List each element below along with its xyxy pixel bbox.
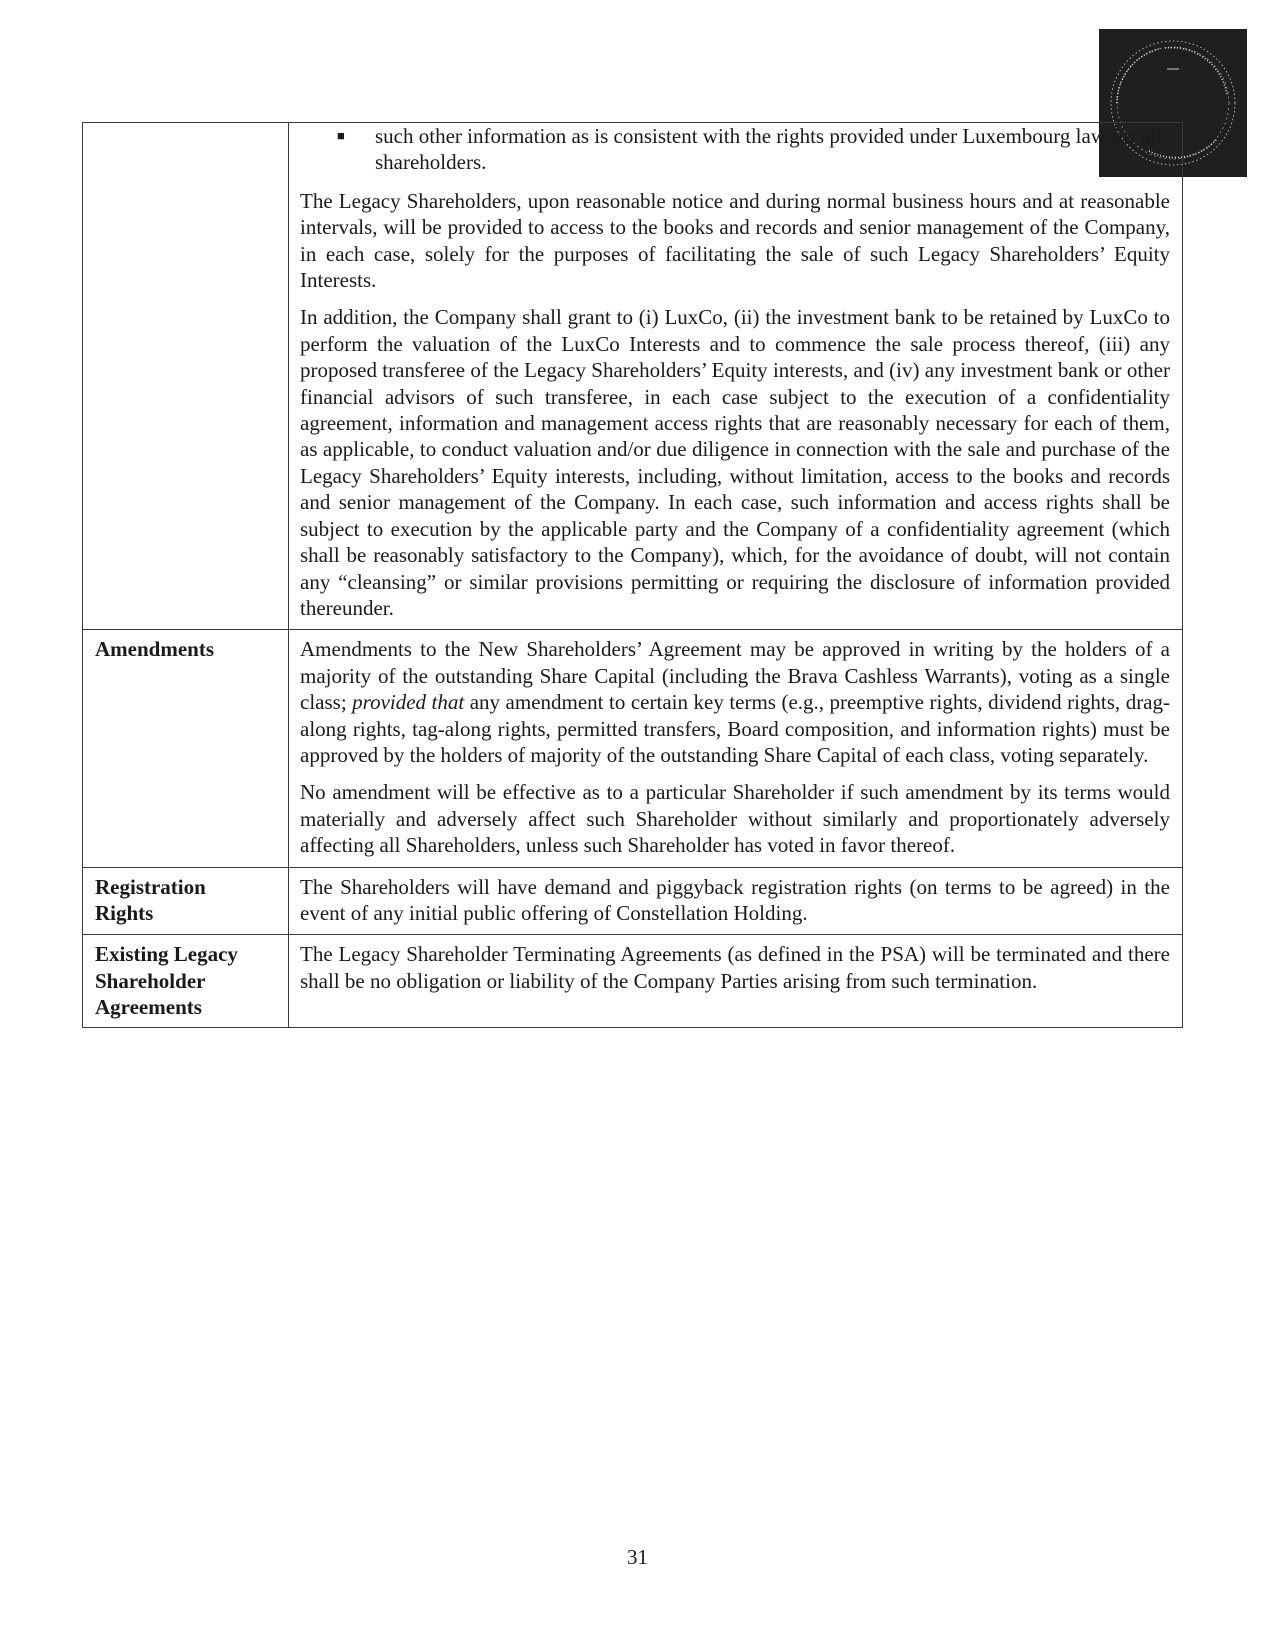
table-row-registration-rights xyxy=(83,867,1183,935)
term-sheet-table xyxy=(82,122,1183,1028)
bullet-text: such other information as is consistent with the rights provided under Luxembourg law for all shareholders. xyxy=(375,124,1162,175)
row-body-registration-rights xyxy=(289,867,1183,935)
label-line: Existing Legacy xyxy=(95,942,238,967)
label-line: Agreements xyxy=(95,995,202,1020)
paragraph-amendment-effect: No amendment will be effective as to a particular Shareholder if such amendment by its terms would materially and adversely affect such Shareholder without similarly and proportionately adversely affecting all Shareholders, unless such Shareholder has voted in favor thereof. xyxy=(300,780,1170,858)
row-label-amendments: Amendments xyxy=(83,630,289,867)
paragraph-amendment-approval xyxy=(300,636,1170,768)
label-line: Shareholder xyxy=(95,968,206,993)
table-row-amendments xyxy=(83,630,1183,867)
row-body-information-rights xyxy=(289,123,1183,630)
text-segment: any amendment to certain key terms (e.g., preemptive rights, dividend rights, drag-along rights, tag-along rights, permitted transfers, Board composition, and information rights) must be approved by the holders of majority of the outstanding Share Capital of each class, voting separately. xyxy=(300,690,1170,767)
seal-lettering-arc-top xyxy=(1165,48,1227,95)
square-bullet-icon: ■ xyxy=(337,128,345,143)
text-segment: Amendments to the New Shareholders’ Agreement may be approved in writing by the holders of a majority of the outstanding Share Capital (including the Brava Cashless Warrants), voting as a single class; xyxy=(300,637,1170,715)
row-body-existing-agreements xyxy=(289,935,1183,1027)
paragraph-books-access: The Legacy Shareholders, upon reasonable notice and during normal business hours and at reasonable intervals, will be provided to access to the books and records and senior management of the Company, in each case, solely for the purposes of facilitating the sale of such Legacy Shareholders’ Equity Interests. xyxy=(300,188,1170,293)
row-label-existing-agreements xyxy=(83,935,289,1027)
page-number: 31 xyxy=(627,1545,648,1569)
label-line: Rights xyxy=(95,900,154,925)
row-label-empty xyxy=(83,123,289,630)
row-body-amendments xyxy=(289,630,1183,867)
seal-lettering-arc-left xyxy=(1117,49,1159,103)
paragraph-registration: The Shareholders will have demand and piggyback registration rights (on terms to be agreed) in the event of any initial public offering of Constellation Holding. xyxy=(300,874,1170,925)
paragraph-additional-access: In addition, the Company shall grant to (i) LuxCo, (ii) the investment bank to be retained by LuxCo to perform the valuation of the LuxCo Interests and to commence the sale process thereof, (iii) any proposed transferee of the Legacy Shareholders’ Equity interests, and (iv) any investment bank or other financial advisors of such transferee, in each case subject to the execution of a confidentiality agreement, information and management access rights that are reasonably necessary for each of them, as applicable, to conduct valuation and/or due diligence in connection with the sale and purchase of the Legacy Shareholders’ Equity interests, including, without limitation, access to the books and records and senior management of the Company. In each case, such information and access rights shall be subject to execution by the applicable party and the Company of a confidentiality agreement (which shall be reasonably satisfactory to the Company), which, for the avoidance of doubt, will not contain any “cleansing” or similar provisions permitting or requiring the disclosure of information provided thereunder. xyxy=(300,305,1170,620)
italic-term: provided that xyxy=(352,690,465,715)
label-line: Registration xyxy=(95,874,206,899)
bullet-item xyxy=(300,123,1170,176)
table-row-existing-agreements xyxy=(83,935,1183,1027)
table-row-information-rights xyxy=(83,123,1183,630)
paragraph-termination: The Legacy Shareholder Terminating Agreements (as defined in the PSA) will be terminated and there shall be no obligation or liability of the Company Parties arising from such termination. xyxy=(300,942,1170,993)
row-label-registration-rights xyxy=(83,867,289,935)
